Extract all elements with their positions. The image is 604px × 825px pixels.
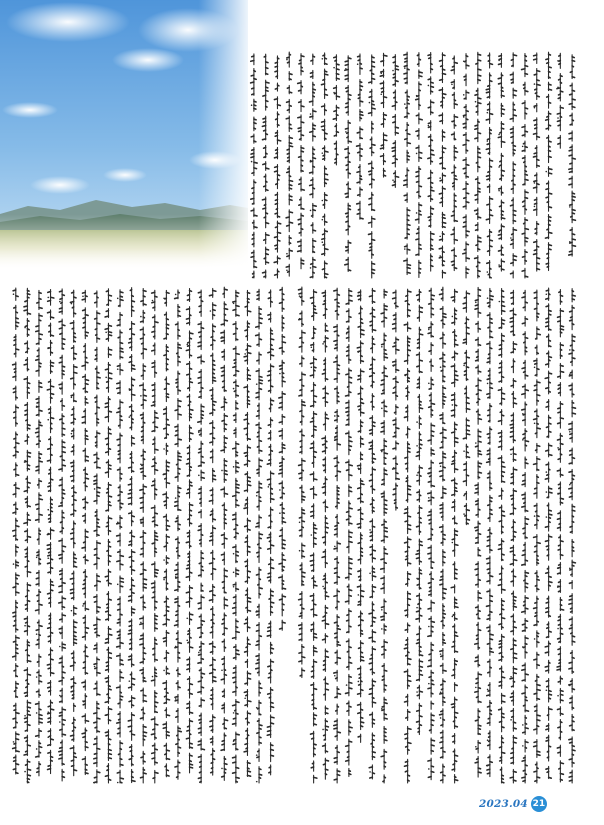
script-column — [498, 289, 505, 783]
mongolian-script-columns — [248, 50, 578, 280]
script-column — [256, 289, 263, 783]
script-column — [298, 54, 305, 269]
script-column — [416, 289, 423, 734]
script-column — [533, 53, 540, 271]
text-block-bottom-right — [296, 285, 578, 785]
script-column — [534, 290, 541, 783]
script-column — [105, 289, 112, 783]
script-column — [569, 289, 576, 783]
script-column — [522, 290, 529, 783]
script-column — [510, 290, 517, 783]
script-column — [381, 289, 388, 783]
script-column — [439, 53, 446, 278]
script-column — [404, 52, 411, 274]
text-block-top-right — [248, 50, 578, 280]
script-column — [439, 287, 446, 783]
script-column — [380, 53, 387, 177]
script-column — [310, 54, 317, 278]
script-column — [404, 289, 411, 783]
script-column — [369, 288, 376, 779]
script-column — [117, 290, 124, 783]
mongolian-script-columns — [10, 285, 288, 785]
script-column — [221, 287, 228, 780]
steppe-landscape-image — [0, 0, 248, 268]
script-column — [357, 54, 363, 219]
folio — [479, 795, 547, 813]
mongolian-script-columns — [296, 285, 578, 785]
script-column — [345, 56, 351, 272]
script-column — [82, 290, 89, 774]
script-column — [510, 53, 516, 278]
script-column — [357, 290, 364, 743]
script-column — [486, 288, 493, 776]
script-column — [486, 53, 492, 278]
script-column — [369, 55, 376, 278]
script-column — [545, 52, 551, 270]
script-column — [451, 289, 458, 785]
script-column — [286, 52, 293, 276]
script-column — [251, 54, 258, 278]
text-block-bottom-left — [10, 285, 288, 785]
script-column — [298, 287, 305, 678]
script-column — [233, 290, 240, 783]
script-column — [47, 290, 54, 774]
script-column — [451, 56, 457, 271]
script-column — [175, 290, 182, 779]
script-column — [322, 290, 329, 779]
page-number-badge — [531, 796, 547, 812]
script-column — [393, 290, 400, 510]
script-column — [13, 288, 20, 774]
script-column — [262, 54, 269, 278]
script-column — [94, 291, 100, 784]
script-column — [428, 288, 435, 779]
script-column — [498, 53, 505, 271]
script-column — [321, 53, 328, 278]
script-column — [416, 53, 423, 278]
script-column — [274, 56, 281, 278]
script-column — [557, 290, 564, 782]
script-column — [310, 290, 317, 783]
script-column — [279, 287, 286, 630]
issue-date: 2023.04 — [479, 798, 528, 810]
script-column — [151, 290, 158, 783]
script-column — [198, 290, 205, 783]
script-column — [70, 290, 77, 776]
script-column — [59, 289, 66, 781]
script-column — [557, 53, 563, 148]
script-column — [36, 290, 43, 775]
script-column — [24, 288, 31, 783]
script-column — [475, 287, 482, 777]
script-column — [345, 289, 352, 777]
script-column — [463, 54, 469, 278]
script-column — [428, 53, 434, 272]
script-column — [128, 288, 135, 783]
script-column — [569, 55, 576, 256]
script-column — [334, 288, 341, 783]
script-column — [545, 288, 552, 778]
script-column — [163, 290, 170, 776]
page-number: 21 — [532, 799, 546, 809]
script-column — [267, 290, 274, 775]
landscape-photo — [0, 0, 248, 268]
script-column — [333, 55, 339, 165]
script-column — [392, 55, 399, 188]
script-column — [209, 288, 216, 775]
script-column — [463, 291, 470, 525]
script-column — [140, 289, 147, 783]
script-column — [522, 54, 529, 278]
script-column — [475, 52, 481, 278]
script-column — [244, 290, 251, 776]
script-column — [186, 289, 193, 773]
